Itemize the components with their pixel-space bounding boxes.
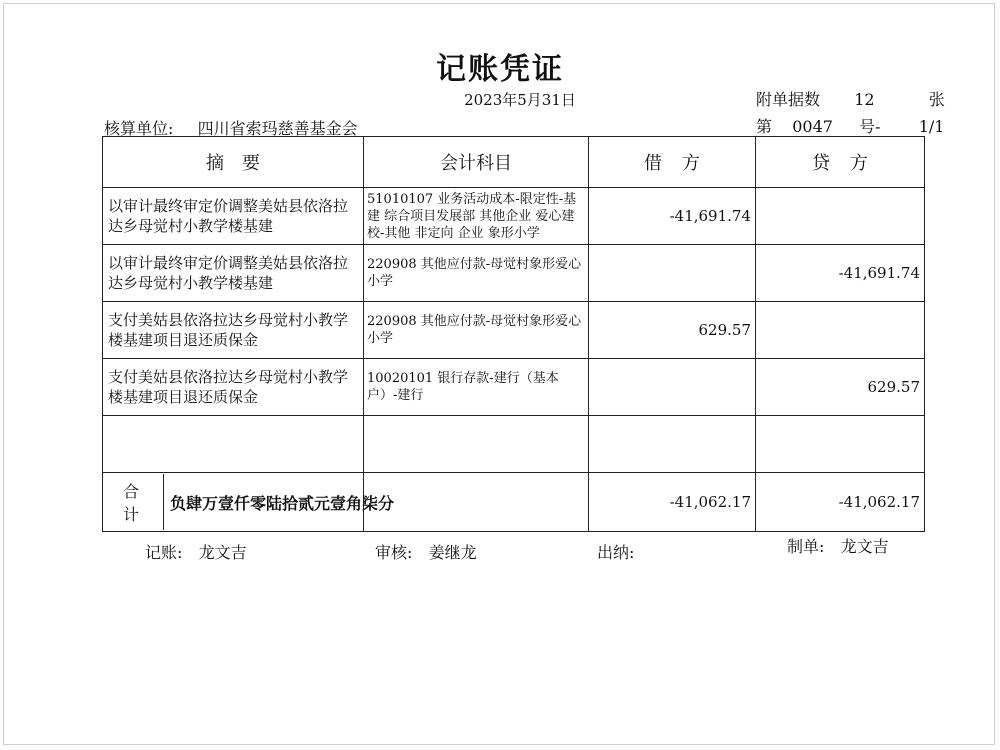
voucher-number-suffix: 号-	[859, 117, 881, 136]
voucher-number	[756, 114, 944, 137]
row-summary: 支付美姑县依洛拉达乡母觉村小教学楼基建项目退还质保金	[103, 359, 364, 416]
attachments-count	[756, 87, 945, 110]
attachments-number: 12	[854, 90, 875, 109]
total-amount-in-words: 负肆万壹仟零陆拾贰元壹角柒分	[170, 493, 395, 513]
header-summary: 摘要	[103, 137, 364, 188]
preparer-label: 制单:	[787, 537, 825, 556]
row-debit	[589, 359, 756, 416]
table-row	[103, 302, 925, 359]
accounting-unit-label: 核算单位:	[104, 119, 174, 138]
attachments-label: 附单据数	[756, 90, 821, 109]
voucher-number-value: 0047	[792, 117, 833, 136]
header-credit: 贷方	[756, 137, 925, 188]
total-account-cell	[364, 473, 589, 532]
row-summary: 支付美姑县依洛拉达乡母觉村小教学楼基建项目退还质保金	[103, 302, 364, 359]
total-cell	[103, 473, 395, 532]
table-header-row	[103, 137, 925, 188]
voucher-number-prefix: 第	[756, 117, 773, 136]
reviewer-label: 审核:	[375, 543, 413, 562]
row-debit	[589, 245, 756, 302]
row-account: 220908 其他应付款-母觉村象形爱心小学	[364, 302, 589, 359]
footer-cashier	[597, 540, 640, 563]
cashier-label: 出纳:	[597, 543, 635, 562]
row-credit	[756, 416, 925, 473]
table-row-empty	[103, 416, 925, 473]
footer-bookkeeper	[145, 540, 247, 563]
voucher-page: 1/1	[918, 117, 945, 136]
accounting-unit-name: 四川省索玛慈善基金会	[197, 119, 358, 138]
row-account: 220908 其他应付款-母觉村象形爱心小学	[364, 245, 589, 302]
table-row	[103, 245, 925, 302]
row-credit: -41,691.74	[756, 245, 925, 302]
row-summary: 以审计最终审定价调整美姑县依洛拉达乡母觉村小教学楼基建	[103, 245, 364, 302]
row-account: 10020101 银行存款-建行（基本户）-建行	[364, 359, 589, 416]
row-credit	[756, 188, 925, 245]
row-account	[364, 416, 589, 473]
voucher-title: 记账凭证	[436, 52, 564, 87]
total-debit: -41,062.17	[589, 473, 756, 532]
bookkeeper-name: 龙文吉	[198, 543, 247, 562]
row-credit: 629.57	[756, 359, 925, 416]
row-debit: 629.57	[589, 302, 756, 359]
voucher-table	[102, 136, 925, 532]
preparer-name: 龙文吉	[840, 537, 889, 556]
header-account: 会计科目	[364, 137, 589, 188]
footer-reviewer	[375, 540, 477, 563]
total-label: 合计	[103, 474, 164, 530]
row-summary: 以审计最终审定价调整美姑县依洛拉达乡母觉村小教学楼基建	[103, 188, 364, 245]
total-row	[103, 473, 925, 532]
total-credit: -41,062.17	[756, 473, 925, 532]
table-row	[103, 359, 925, 416]
row-summary	[103, 416, 364, 473]
row-debit: -41,691.74	[589, 188, 756, 245]
reviewer-name: 姜继龙	[428, 543, 477, 562]
voucher-date: 2023年5月31日	[464, 91, 576, 109]
table-row	[103, 188, 925, 245]
row-debit	[589, 416, 756, 473]
bookkeeper-label: 记账:	[145, 543, 183, 562]
attachments-unit: 张	[928, 90, 945, 109]
header-debit: 借方	[589, 137, 756, 188]
row-credit	[756, 302, 925, 359]
row-account: 51010107 业务活动成本-限定性-基建 综合项目发展部 其他企业 爱心建校-其他 非定向 企业 象形小学	[364, 188, 589, 245]
footer-preparer	[787, 534, 889, 557]
